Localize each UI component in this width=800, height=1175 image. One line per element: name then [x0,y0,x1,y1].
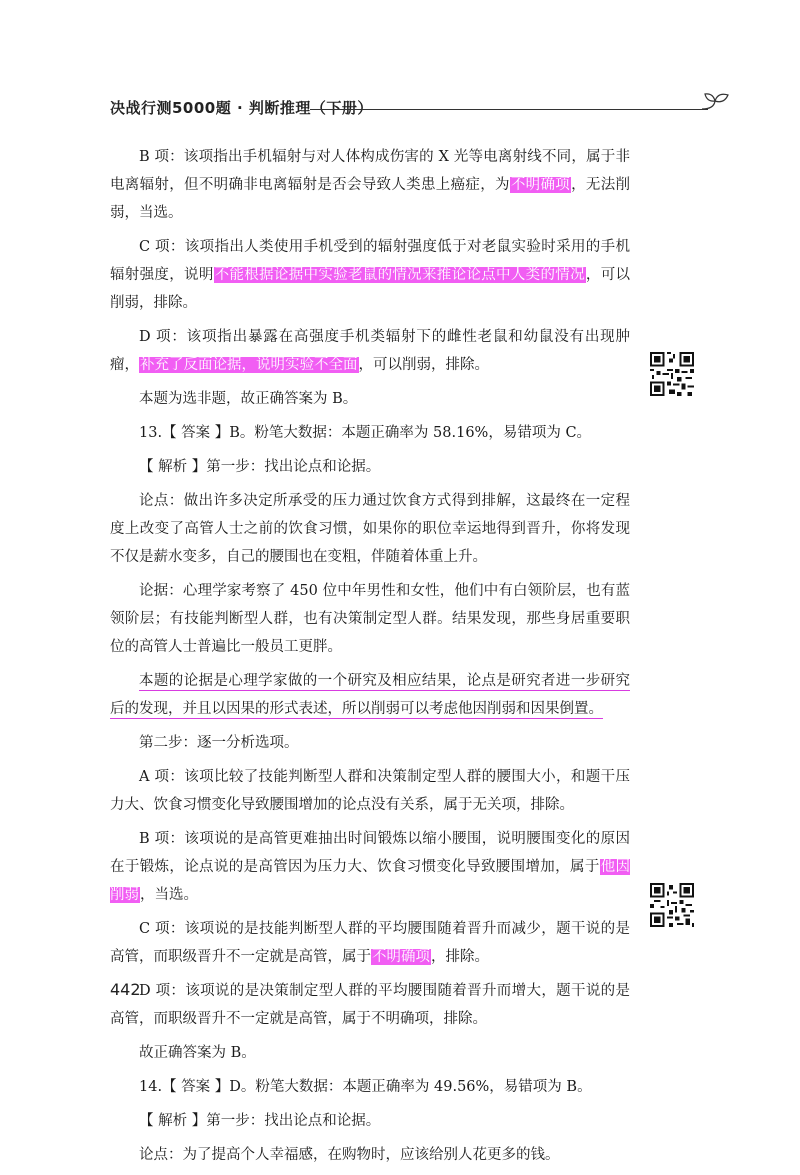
paragraph: 故正确答案为 B。 [139,1045,256,1061]
paragraph: 论据：心理学家考察了 450 位中年男性和女性，他们中有白领阶层，也有蓝领阶层；有技能判断型人群，也有决策制定型人群。结果发现，那些身居重要职位的高管人士普遍比一般员工更胖。 [110,583,630,655]
paragraph: C 项：该项说的是技能判断型人群的平均腰围随着晋升而减少，题干说的是高管，而职级晋升不一定就是高管，属于不明确项，排除。 [110,921,630,965]
paragraph [110,667,630,723]
sprout-icon [700,91,730,115]
page-body [110,143,630,1175]
paragraph: 本题为选非题，故正确答案为 B。 [139,391,358,407]
answer-line: 13.【 答案 】B。粉笔大数据：本题正确率为 58.16%，易错项为 C。 [139,425,592,441]
paragraph: A 项：该项比较了技能判断型人群和决策制定型人群的腰围大小，和题干压力大、饮食习惯变化导致腰围增加的论点没有关系，属于无关项，排除。 [110,769,630,813]
header-title: 决战行测5000题 · 判断推理（下册） [110,99,373,117]
analysis-heading: 【 解析 】第一步：找出论点和论据。 [139,459,381,475]
qr-code-icon[interactable] [650,352,694,396]
highlight: 不能根据论据中实验老鼠的情况来推论论点中人类的情况 [214,267,585,283]
highlight: 不明确项 [510,177,571,193]
paragraph: B 项：该项指出手机辐射与对人体构成伤害的 X 光等电离射线不同，属于非电离辐射，但不明确非电离辐射是否会导致人类患上癌症，为不明确项，无法削弱，当选。 [110,149,631,221]
header-rule [310,109,708,110]
paragraph: C 项：该项指出人类使用手机受到的辐射强度低于对老鼠实验时采用的手机辐射强度，说明不能根据论据中实验老鼠的情况来推论论点中人类的情况，可以削弱，排除。 [110,239,631,311]
highlight: 不明确项 [372,949,430,965]
page-number: 442 [110,980,141,999]
paragraph: 第二步：逐一分析选项。 [139,735,299,751]
highlight: 补充了反面论据，说明实验不全面 [140,357,358,373]
running-header [110,97,730,127]
paragraph: 论点：做出许多决定所承受的压力通过饮食方式得到排解，这最终在一定程度上改变了高管人士之前的饮食习惯，如果你的职位幸运地得到晋升，你将发现不仅是薪水变多，自己的腰围也在变粗，伴随着体重上升。 [110,493,630,565]
analysis-heading: 【 解析 】第一步：找出论点和论据。 [139,1113,381,1129]
highlight: 他因削弱 [110,859,631,903]
paragraph: D 项：该项指出暴露在高强度手机类辐射下的雌性老鼠和幼鼠没有出现肿瘤，补充了反面论据，说明实验不全面，可以削弱，排除。 [110,329,630,373]
answer-line: 14.【 答案 】D。粉笔大数据：本题正确率为 49.56%，易错项为 B。 [139,1079,592,1095]
paragraph: B 项：该项说的是高管更难抽出时间锻炼以缩小腰围，说明腰围变化的原因在于锻炼，论点说的是高管因为压力大、饮食习惯变化导致腰围增加，属于他因削弱，当选。 [110,831,631,903]
paragraph: 论点：为了提高个人幸福感，在购物时，应该给别人花更多的钱。 [139,1147,560,1163]
underlined-text: 本题的论据是心理学家做的一个研究及相应结果，论点是研究者进一步研究后的发现，并且以因果的形式表述，所以削弱可以考虑他因削弱和因果倒置。 [110,673,630,717]
qr-code-icon[interactable] [650,883,694,927]
paragraph: D 项：该项说的是决策制定型人群的平均腰围随着晋升而增大，题干说的是高管，而职级晋升不一定就是高管，属于不明确项，排除。 [110,983,630,1027]
